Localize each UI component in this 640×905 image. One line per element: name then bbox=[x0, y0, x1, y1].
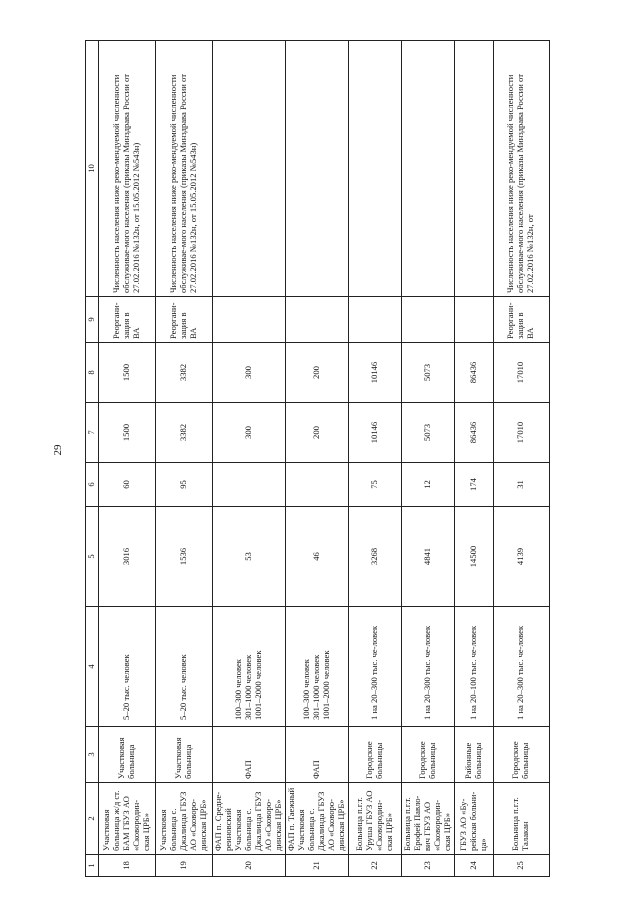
row-number-cell: 20 bbox=[213, 855, 286, 877]
header-cell: 3 bbox=[86, 727, 99, 783]
facility-type-cell: ФАП bbox=[285, 727, 348, 783]
table-row bbox=[213, 41, 286, 877]
facility-type-cell: Городские больницы bbox=[493, 727, 549, 783]
population-cell: 46 bbox=[285, 507, 348, 607]
measure-cell bbox=[213, 297, 286, 343]
served-population-cell: 10146 bbox=[348, 403, 401, 463]
facility-name-cell: Больница п.г.т. Талакан bbox=[493, 783, 549, 855]
row-number-cell: 18 bbox=[99, 855, 156, 877]
row-number-cell: 22 bbox=[348, 855, 401, 877]
table-row bbox=[454, 41, 493, 877]
served-population-cell: 86436 bbox=[454, 403, 493, 463]
measure-cell: Реоргани-зация в ВА bbox=[99, 297, 156, 343]
population-cell: 53 bbox=[213, 507, 286, 607]
population-cell: 14500 bbox=[454, 507, 493, 607]
facility-name-cell: Больница п.г.т. Ерофей Павло-вич ГБУЗ АО «Сковородин-ская ЦРБ» bbox=[401, 783, 454, 855]
header-cell: 9 bbox=[86, 297, 99, 343]
table-row bbox=[156, 41, 213, 877]
population-norm-cell: 100–300 человек 301–1000 человек 1001–2000 человек bbox=[213, 607, 286, 727]
population-cell: 4841 bbox=[401, 507, 454, 607]
header-cell: 7 bbox=[86, 403, 99, 463]
total-population-cell: 300 bbox=[213, 343, 286, 403]
justification-cell bbox=[285, 41, 348, 297]
served-population-cell: 17010 bbox=[493, 403, 549, 463]
distance-cell: 174 bbox=[454, 463, 493, 507]
total-population-cell: 200 bbox=[285, 343, 348, 403]
measure-cell bbox=[285, 297, 348, 343]
facility-type-cell: ФАП bbox=[213, 727, 286, 783]
measure-cell: Реоргани-зация в ВА bbox=[493, 297, 549, 343]
justification-cell: Численность населения ниже реко-мендуемой численности обслуживае-мого населения (приказы Минздрава России от 27.02.2016 №132н, от bbox=[493, 41, 549, 297]
table-row bbox=[99, 41, 156, 877]
measure-cell: Реоргани-зация в ВА bbox=[156, 297, 213, 343]
facility-type-cell: Участковая больница bbox=[156, 727, 213, 783]
header-cell: 2 bbox=[86, 783, 99, 855]
total-population-cell: 17010 bbox=[493, 343, 549, 403]
row-number-cell: 24 bbox=[454, 855, 493, 877]
header-cell: 8 bbox=[86, 343, 99, 403]
table-header-row bbox=[86, 41, 99, 877]
total-population-cell: 86436 bbox=[454, 343, 493, 403]
total-population-cell: 5073 bbox=[401, 343, 454, 403]
table-row bbox=[348, 41, 401, 877]
facility-type-cell: Районные больницы bbox=[454, 727, 493, 783]
served-population-cell: 1500 bbox=[99, 403, 156, 463]
distance-cell bbox=[285, 463, 348, 507]
population-norm-cell: 5–20 тыс. человек bbox=[156, 607, 213, 727]
population-cell: 3016 bbox=[99, 507, 156, 607]
justification-cell: Численность населения ниже реко-мендуемой численности обслуживае-мого населения (приказы Минздрава России от 27.02.2016 №132н, от 15.05.2012 №543н) bbox=[99, 41, 156, 297]
distance-cell: 75 bbox=[348, 463, 401, 507]
facility-type-cell: Участковая больница bbox=[99, 727, 156, 783]
table-row bbox=[493, 41, 549, 877]
distance-cell: 60 bbox=[99, 463, 156, 507]
facility-name-cell: ФАП п. Средне-реиновский Участковая больница с. Джалинда ГБУЗ АО «Сковоро-динская ЦРБ» bbox=[213, 783, 286, 855]
page-number: 29 bbox=[52, 444, 64, 456]
population-cell: 3268 bbox=[348, 507, 401, 607]
header-cell: 4 bbox=[86, 607, 99, 727]
table-row bbox=[285, 41, 348, 877]
served-population-cell: 3382 bbox=[156, 403, 213, 463]
population-norm-cell: 1 на 20–300 тыс. че-ловек bbox=[493, 607, 549, 727]
justification-cell bbox=[401, 41, 454, 297]
table-body bbox=[99, 41, 550, 877]
facility-name-cell: ГБУЗ АО «Бу-рейская больни-ца» bbox=[454, 783, 493, 855]
row-number-cell: 23 bbox=[401, 855, 454, 877]
justification-cell bbox=[348, 41, 401, 297]
facility-name-cell: Участковая больница с. Джалинда ГБУЗ АО «Сковоро-динская ЦРБ» bbox=[156, 783, 213, 855]
justification-cell: Численность населения ниже реко-мендуемой численности обслуживае-мого населения (приказы Минздрава России от 27.02.2016 №132н, от 15.05.2012 №543н) bbox=[156, 41, 213, 297]
distance-cell: 31 bbox=[493, 463, 549, 507]
served-population-cell: 200 bbox=[285, 403, 348, 463]
total-population-cell: 3382 bbox=[156, 343, 213, 403]
header-cell: 5 bbox=[86, 507, 99, 607]
total-population-cell: 1500 bbox=[99, 343, 156, 403]
total-population-cell: 10146 bbox=[348, 343, 401, 403]
measure-cell bbox=[454, 297, 493, 343]
distance-cell: 12 bbox=[401, 463, 454, 507]
row-number-cell: 25 bbox=[493, 855, 549, 877]
population-norm-cell: 1 на 20–300 тыс. че-ловек bbox=[348, 607, 401, 727]
justification-cell bbox=[213, 41, 286, 297]
population-norm-cell: 1 на 20–300 тыс. че-ловек bbox=[401, 607, 454, 727]
facility-name-cell: Больница п.г.т. Уруша ГБУЗ АО «Сковородин-ская ЦРБ» bbox=[348, 783, 401, 855]
justification-cell bbox=[454, 41, 493, 297]
population-norm-cell: 1 на 20–100 тыс. че-ловек bbox=[454, 607, 493, 727]
row-number-cell: 19 bbox=[156, 855, 213, 877]
population-norm-cell: 100–300 человек 301–1000 человек 1001–2000 человек bbox=[285, 607, 348, 727]
measure-cell bbox=[401, 297, 454, 343]
rotated-table-container bbox=[85, 41, 545, 877]
distance-cell: 95 bbox=[156, 463, 213, 507]
header-cell: 10 bbox=[86, 41, 99, 297]
population-cell: 4139 bbox=[493, 507, 549, 607]
population-cell: 1536 bbox=[156, 507, 213, 607]
hospital-table bbox=[85, 40, 550, 877]
facility-type-cell: Городские больницы bbox=[401, 727, 454, 783]
facility-name-cell: Участковая больница ж/д ст. БАМ ГБУЗ АО «Сковородин-ская ЦРБ» bbox=[99, 783, 156, 855]
served-population-cell: 5073 bbox=[401, 403, 454, 463]
row-number-cell: 21 bbox=[285, 855, 348, 877]
population-norm-cell: 5–20 тыс. человек bbox=[99, 607, 156, 727]
measure-cell bbox=[348, 297, 401, 343]
facility-type-cell: Городские больницы bbox=[348, 727, 401, 783]
facility-name-cell: ФАП п. Таежный Участковая больница с. Джалинда ГБУЗ АО «Сковоро-динская ЦРБ» bbox=[285, 783, 348, 855]
distance-cell bbox=[213, 463, 286, 507]
header-cell: 6 bbox=[86, 463, 99, 507]
table-row bbox=[401, 41, 454, 877]
header-cell: 1 bbox=[86, 855, 99, 877]
served-population-cell: 300 bbox=[213, 403, 286, 463]
